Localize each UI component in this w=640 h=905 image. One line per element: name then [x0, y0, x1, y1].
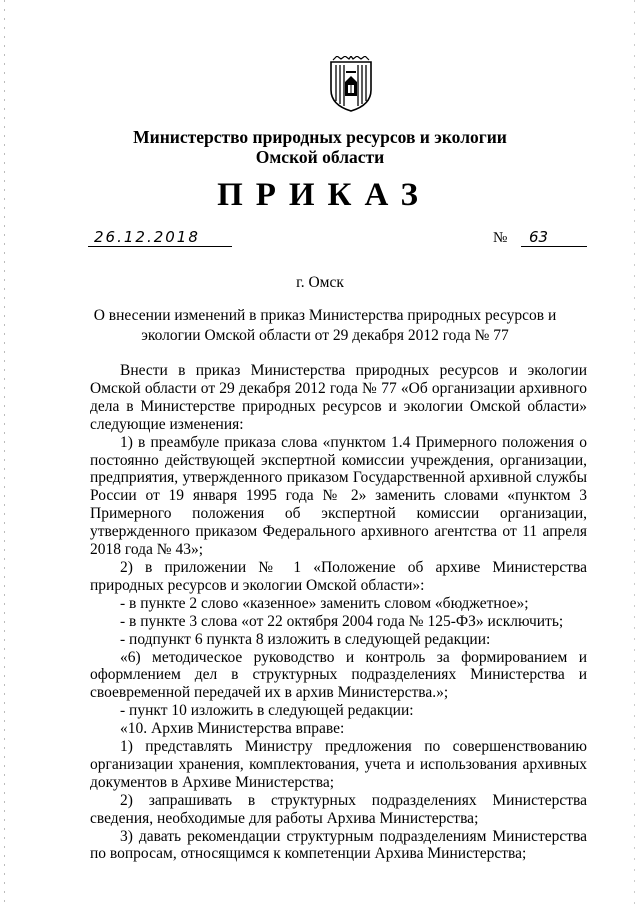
paragraph: 2) в приложении № 1 «Положение об архиве Министерства природных ресурсов и экологии Омской области»:: [90, 558, 587, 594]
order-number-label: №: [493, 230, 508, 246]
ministry-name-line-1: Министерство природных ресурсов и экологии: [133, 127, 507, 147]
document-type-title: ПРИКАЗ: [217, 177, 431, 213]
paragraph: - подпункт 6 пункта 8 изложить в следующей редакции:: [120, 630, 491, 648]
paragraph: - в пункте 3 слова «от 22 октября 2004 года № 125-ФЗ» исключить;: [120, 612, 564, 630]
paragraph: 3) давать рекомендации структурным подразделениям Министерства по вопросам, относящимся к компетенции Архива Министерства;: [90, 827, 587, 863]
order-subject: О внесении изменений в приказ Министерства природных ресурсов и экологии Омской области от 29 декабря 2012 года № 77: [93, 307, 557, 344]
paragraph: - в пункте 2 слово «казенное» заменить словом «бюджетное»;: [120, 594, 529, 612]
paragraph: «6) методическое руководство и контроль за формированием и оформлением дел в структурных подразделениях Министерства и своевременной передачей их в архив Министерства.»;: [90, 648, 587, 702]
paragraph: - пункт 10 изложить в следующей редакции:: [120, 702, 414, 720]
paragraph: 1) в преамбуле приказа слова «пунктом 1.4 Примерного положения о постоянно действующей экспертной комиссии учреждения, организации, предприятия, утвержденного приказом Государственной архивной службы России от 19 января 1995 года № 2» заменить словами «пунктом 3 Примерного положения об экспертной комиссии организации, утвержденного приказом Федерального архивного агентства от 11 апреля 2018 года № 43»;: [90, 433, 587, 559]
paragraph: 2) запрашивать в структурных подразделениях Министерства сведения, необходимые для работы Архива Министерства;: [90, 791, 587, 827]
city: г. Омск: [296, 274, 344, 291]
paragraph: «10. Архив Министерства вправе:: [120, 720, 345, 738]
order-number: 63: [521, 228, 587, 247]
order-body: [90, 362, 587, 863]
paragraph: Внести в приказ Министерства природных ресурсов и экологии Омской области от 29 декабря 2012 года № 77 «Об организации архивного дела в Министерстве природных ресурсов и экологии Омской области» следующие изменения:: [90, 362, 587, 433]
order-date: 26.12.2018: [88, 228, 232, 247]
omsk-coat-of-arms-icon: [329, 56, 373, 112]
ministry-name-line-2: Омской области: [255, 147, 385, 167]
paragraph: 1) представлять Министру предложения по совершенствованию организации хранения, комплектования, учета и использования архивных документов в Архиве Министерства;: [90, 738, 587, 791]
